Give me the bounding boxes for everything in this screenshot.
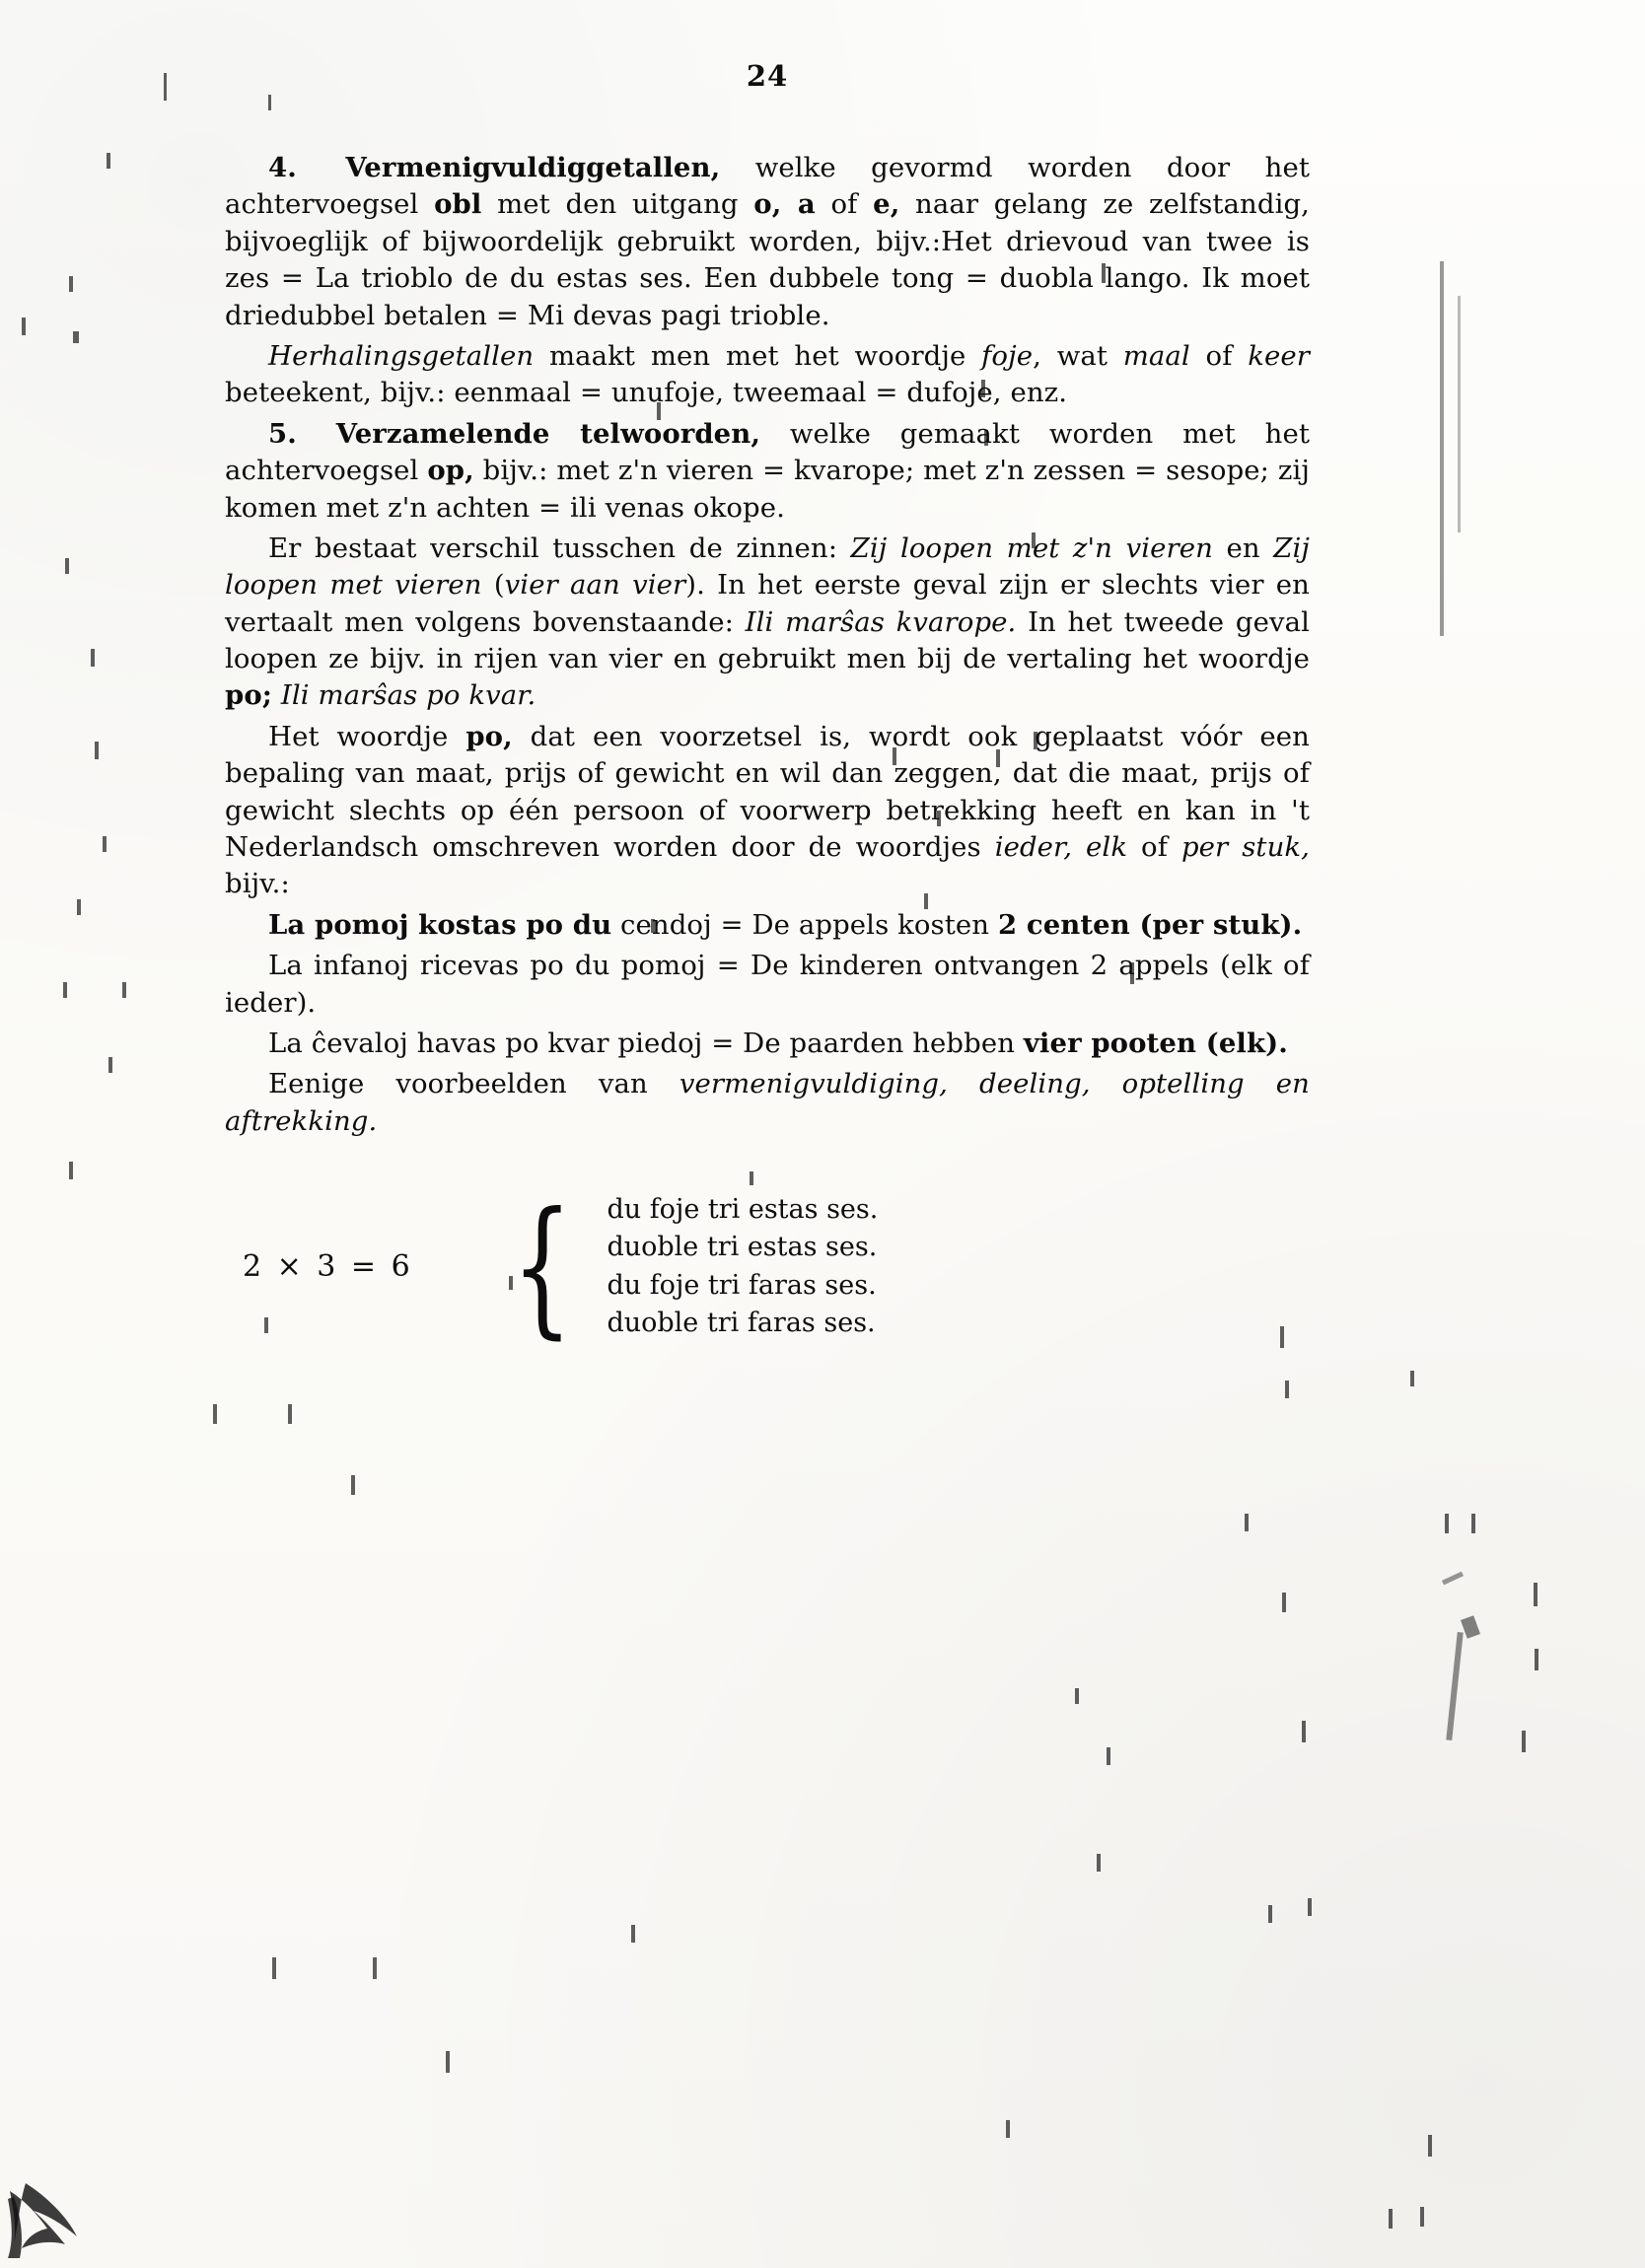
scan-speck: [1534, 1583, 1538, 1606]
example-translation-list: [607, 1191, 878, 1342]
scan-speck: [1097, 1854, 1101, 1872]
section-5-heading: Verzamelende telwoorden,: [335, 417, 761, 450]
scan-speck: [1245, 1514, 1249, 1531]
example-sentence-1: [225, 907, 1310, 944]
eenige-voorbeelden-body: Eenige voorbeelden van vermenigvuldiging, deeling, optelling en aftrekking.: [225, 1068, 1310, 1137]
scan-speck: [272, 1957, 276, 1979]
scan-speck: [164, 73, 167, 101]
page-number: 24: [746, 59, 789, 93]
scan-speck: [1471, 1514, 1475, 1533]
example-sentence-3-body: La ĉevaloj havas po kvar piedoj = De paarden hebben vier pooten (elk).: [268, 1027, 1288, 1059]
scan-streak: [1458, 296, 1461, 532]
section-5-number: 5.: [268, 417, 297, 450]
scan-speck: [122, 982, 126, 998]
scan-speck: [1268, 1905, 1272, 1923]
scan-speck: [1410, 1371, 1414, 1386]
example-sentence-1-body: La pomoj kostas po du cendoj = De appels kosten 2 centen (per stuk).: [268, 908, 1303, 941]
equation-label: 2 × 3 = 6: [243, 1249, 413, 1285]
scan-speck: [65, 558, 69, 574]
scan-speck: [22, 318, 26, 335]
section-4-body: welke gevormd worden door het achtervoegsel obl met den uitgang o, a of e, naar gelang ze zelfstandig, bijvoeglijk of bijwoordelijk gebruikt worden, bijv.:Het drievoud van twee is zes = La trioblo de du estas ses. Een dubbele tong = duobla lango. Ik moet driedubbel betalen = Mi devas pagi trioble.: [225, 152, 1311, 331]
example-sentence-2-body: La infanoj ricevas po du pomoj = De kinderen ontvangen 2 appels (elk of ieder).: [225, 950, 1310, 1019]
scan-speck: [1285, 1381, 1289, 1398]
scan-speck: [213, 1404, 217, 1424]
scan-speck: [288, 1404, 292, 1424]
example-sentence-3: [225, 1026, 1310, 1062]
scan-streak: [1440, 261, 1444, 636]
scan-speck: [73, 331, 79, 343]
scan-speck: [108, 1057, 112, 1073]
scan-speck: [69, 1162, 73, 1179]
page-body: [225, 59, 1311, 1353]
scan-speck: [95, 742, 99, 759]
scan-speck: [103, 836, 107, 852]
multiplication-example-block: [225, 1180, 1310, 1353]
list-item: du foje tri estas ses.: [607, 1194, 879, 1226]
section-5-paragraph: [225, 416, 1310, 527]
scan-speck: [1308, 1898, 1312, 1916]
scan-speck: [1389, 2209, 1393, 2229]
scan-streak: [1442, 1572, 1464, 1586]
eenige-voorbeelden-paragraph: [225, 1066, 1310, 1140]
scan-speck: [1535, 1649, 1538, 1670]
scan-speck: [373, 1957, 377, 1979]
example-sentence-2: [225, 948, 1310, 1022]
scan-streak: [1446, 1632, 1463, 1740]
scan-speck: [69, 276, 73, 292]
curly-brace-icon: {: [511, 1180, 573, 1353]
scan-speck: [1075, 1688, 1079, 1704]
herhalingsgetallen-body: Herhalingsgetallen maakt men met het woordje foje, wat maal of keer beteekent, bijv.: eenmaal = unufoje, tweemaal = dufoje, enz.: [225, 339, 1311, 409]
scan-speck: [1420, 2207, 1424, 2227]
corner-ink-blot: [8, 2171, 93, 2258]
scan-speck: [1522, 1731, 1526, 1752]
scan-speck: [1445, 1514, 1449, 1533]
list-item: du foje tri faras ses.: [607, 1269, 877, 1301]
list-item: duoble tri estas ses.: [607, 1232, 878, 1263]
scan-speck: [77, 899, 81, 915]
scan-speck: [446, 2051, 450, 2073]
scan-streak: [1461, 1615, 1480, 1639]
scan-speck: [91, 649, 95, 667]
scan-speck: [351, 1475, 355, 1495]
scan-speck: [1006, 2120, 1010, 2138]
scan-speck: [1302, 1721, 1306, 1742]
scan-speck: [1282, 1593, 1286, 1612]
list-item: duoble tri faras ses.: [607, 1308, 876, 1339]
scan-speck: [1428, 2135, 1432, 2157]
verschil-body: Er bestaat verschil tusschen de zinnen: Zij loopen met z'n vieren en Zij loopen met vieren (vier aan vier). In het eerste geval zijn er slechts vier en vertaalt men volgens bovenstaande: Ili marŝas kvarope. In het tweede geval loopen ze bijv. in rijen van vier en gebruikt men bij de vertaling het woordje po; Ili marŝas po kvar.: [225, 532, 1310, 712]
po-body: Het woordje po, dat een voorzetsel is, wordt ook geplaatst vóór een bepaling van maat, prijs of gewicht en wil dan zeggen, dat die maat, prijs of gewicht slechts op één persoon of voorwerp betrekking heeft en kan in 't Nederlandsch omschreven worden door de woordjes ieder, elk of per stuk, bijv.:: [225, 720, 1310, 900]
verschil-paragraph: [225, 531, 1310, 715]
herhalingsgetallen-paragraph: [225, 338, 1310, 412]
scan-speck: [631, 1925, 635, 1943]
section-4-number: 4.: [268, 152, 297, 183]
scan-speck: [63, 982, 67, 998]
section-5-body: welke gemaakt worden met het achtervoegsel op, bijv.: met z'n vieren = kvarope; met z'n zessen = sesope; zij komen met z'n achten = ili venas okope.: [225, 417, 1311, 524]
section-4-heading: Vermenigvuldiggetallen,: [345, 152, 721, 183]
scan-speck: [1107, 1747, 1110, 1765]
section-4-paragraph: [225, 150, 1310, 334]
po-paragraph: [225, 719, 1310, 903]
scan-speck: [107, 153, 110, 169]
